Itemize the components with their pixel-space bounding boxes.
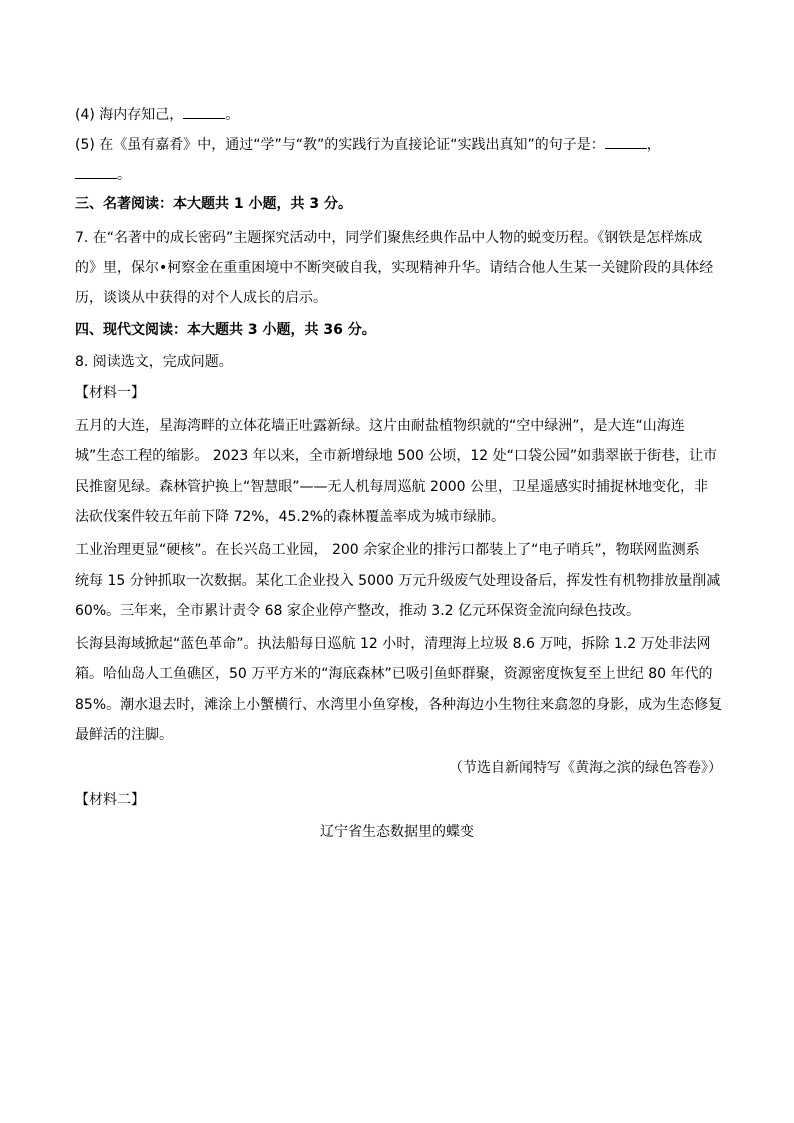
question-7-line-1: 7. 在“名著中的成长密码”主题探究活动中，同学们聚焦经典作品中人物的蜕变历程。《钢铁是怎样炼成	[75, 230, 703, 246]
line-text: 。	[225, 107, 240, 123]
paragraph-3-line-3: 85%。潮水退去时，滩涂上小蟹横行、水湾里小鱼穿梭，各种海边小生物往来翕忽的身影，成为生态修复	[75, 697, 723, 713]
paragraph-1-line-1: 五月的大连，星海湾畔的立体花墙正吐露新绿。这片由耐盐植物织就的“空中绿洲”，是大连“山海连	[75, 418, 685, 434]
line-text: ，	[646, 137, 661, 153]
line-text: (5) 在《虽有嘉肴》中，通过“学”与“教”的实践行为直接论证“实践出真知”的句子是：	[75, 137, 605, 153]
fill-blank-4	[75, 104, 725, 125]
paragraph-2-line-1: 工业治理更显“硬核”。在长兴岛工业园， 200 余家企业的排污口都装上了“电子哨兵”，物联网监测系	[75, 542, 700, 558]
answer-blank[interactable]	[75, 164, 117, 179]
section-heading-4: 四、现代文阅读：本大题共 3 小题，共 36 分。	[75, 322, 376, 338]
chart-title: 辽宁省生态数据里的蝶变	[320, 824, 474, 840]
paragraph-1-line-3: 民推窗见绿。森林管护换上“智慧眼”——无人机每周巡航 2000 公里，卫星遥感实时捕捉林地变化，非	[75, 479, 709, 495]
paragraph-3-line-1: 长海县海域掀起“蓝色革命”。执法船每日巡航 12 小时，清理海上垃圾 8.6 万吨，拆除 1.2 万处非法网	[75, 636, 711, 652]
answer-blank[interactable]	[605, 134, 647, 149]
fill-blank-5	[75, 134, 725, 155]
question-7-line-2: 的》里，保尔•柯察金在重重困境中不断突破自我，实现精神升华。请结合他人生某一关键阶段的具体经	[75, 260, 714, 276]
line-text: (4) 海内存知己，	[75, 107, 184, 123]
paragraph-2-line-2: 统每 15 分钟抓取一次数据。某化工企业投入 5000 万元升级废气处理设备后，挥发性有机物排放量削减	[75, 573, 721, 589]
question-7-line-3: 历，谈谈从中获得的对个人成长的启示。	[75, 290, 327, 306]
material-2-label: 【材料二】	[75, 792, 145, 808]
paragraph-2-line-3: 60%。三年来，全市累计责令 68 家企业停产整改，推动 3.2 亿元环保资金流向绿色技改。	[75, 603, 640, 619]
source-citation: （节选自新闻特写《黄海之滨的绿色答卷》）	[449, 760, 722, 776]
question-8: 8. 阅读选文，完成问题。	[75, 354, 233, 370]
paragraph-1-line-2: 城”生态工程的缩影。 2023 年以来，全市新增绿地 500 公顷，12 处“口袋公园”如翡翠嵌于街巷，让市	[75, 448, 718, 464]
paragraph-3-line-2: 箱。哈仙岛人工鱼礁区，50 万平方米的“海底森林”已吸引鱼虾群聚，资源密度恢复至上世纪 80 年代的	[75, 666, 713, 682]
material-1-label: 【材料一】	[75, 385, 145, 401]
section-heading-3: 三、名著阅读：本大题共 1 小题，共 3 分。	[75, 196, 352, 212]
line-text: 。	[117, 167, 131, 183]
paragraph-1-line-4: 法砍伐案件较五年前下降 72%，45.2%的森林覆盖率成为城市绿肺。	[75, 509, 506, 525]
fill-blank-5-cont	[75, 164, 725, 185]
answer-blank[interactable]	[183, 104, 225, 119]
paragraph-3-line-4: 最鲜活的注脚。	[75, 727, 173, 743]
